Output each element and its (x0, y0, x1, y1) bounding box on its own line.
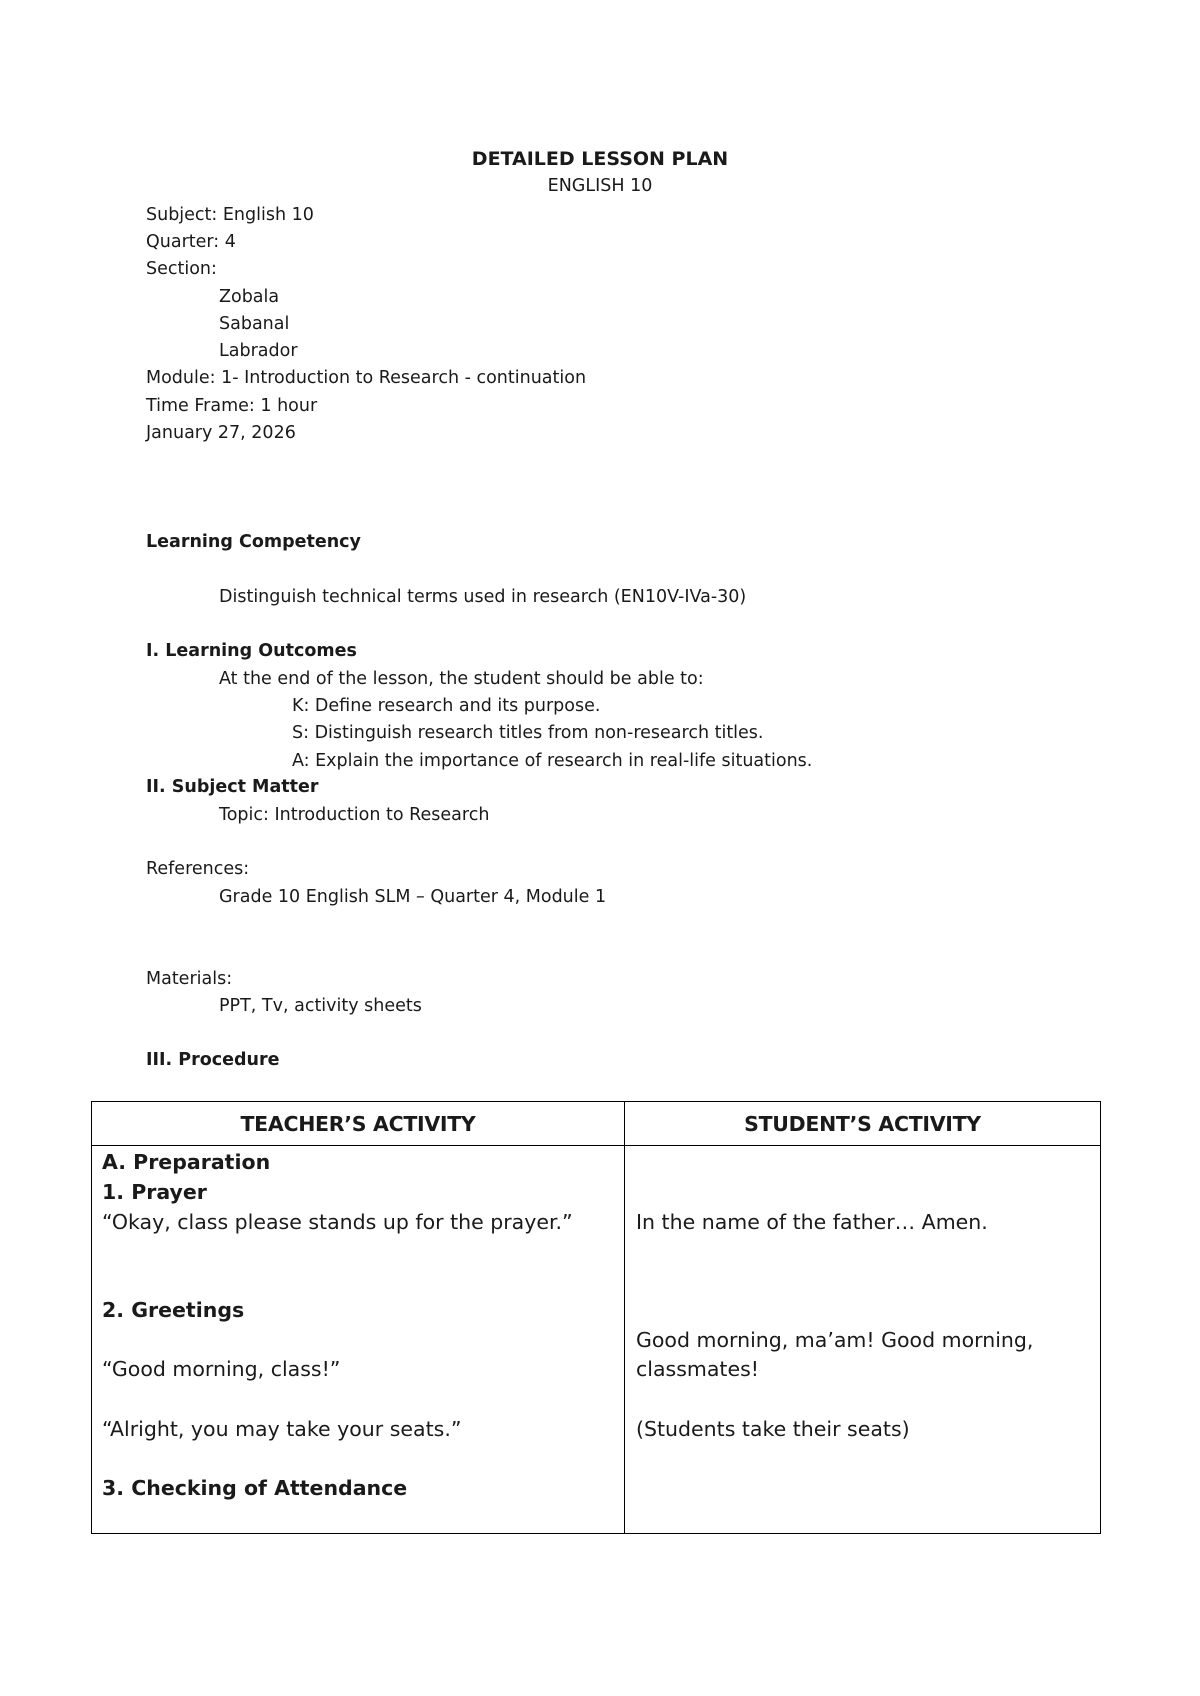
outcome-item-skill: S: Distinguish research titles from non-research titles. (292, 723, 764, 743)
teacher-activity-header: TEACHER’S ACTIVITY (92, 1102, 625, 1146)
seats-response: (Students take their seats) (636, 1417, 910, 1441)
time-frame-line: Time Frame: 1 hour (146, 396, 318, 416)
prayer-text: “Okay, class please stands up for the prayer.” (102, 1210, 573, 1234)
greeting-response-line1: Good morning, ma’am! Good morning, (636, 1328, 1034, 1352)
materials-item: PPT, Tv, activity sheets (219, 996, 422, 1016)
outcome-item-attitude: A: Explain the importance of research in real-life situations. (292, 751, 813, 771)
document-title: DETAILED LESSON PLAN (471, 148, 729, 170)
student-activity-cell (625, 1146, 1101, 1534)
learning-competency-heading: Learning Competency (146, 532, 361, 552)
section-item: Labrador (219, 341, 298, 361)
reference-item: Grade 10 English SLM – Quarter 4, Module 1 (219, 887, 607, 907)
prayer-response: In the name of the father… Amen. (636, 1210, 988, 1234)
module-line: Module: 1- Introduction to Research - continuation (146, 368, 587, 388)
teacher-activity-cell (92, 1146, 625, 1534)
date-line: January 27, 2026 (146, 423, 296, 443)
greeting-response-line2: classmates! (636, 1357, 759, 1381)
learning-competency-text: Distinguish technical terms used in research (EN10V-IVa-30) (219, 587, 747, 607)
document-subtitle: ENGLISH 10 (547, 176, 653, 196)
learning-outcomes-heading: I. Learning Outcomes (146, 641, 357, 661)
table-row (92, 1146, 1101, 1534)
table-header-row (92, 1102, 1101, 1146)
greetings-heading: 2. Greetings (102, 1298, 245, 1322)
materials-label: Materials: (146, 969, 233, 989)
procedure-heading: III. Procedure (146, 1050, 280, 1070)
student-activity-header: STUDENT’S ACTIVITY (625, 1102, 1101, 1146)
preparation-heading: A. Preparation (102, 1150, 271, 1174)
learning-outcomes-intro: At the end of the lesson, the student should be able to: (219, 669, 704, 689)
section-item: Zobala (219, 287, 280, 307)
section-label: Section: (146, 259, 217, 279)
prayer-heading: 1. Prayer (102, 1180, 207, 1204)
quarter-line: Quarter: 4 (146, 232, 236, 252)
seats-text: “Alright, you may take your seats.” (102, 1417, 462, 1441)
subject-matter-heading: II. Subject Matter (146, 777, 319, 797)
topic-line: Topic: Introduction to Research (219, 805, 490, 825)
section-item: Sabanal (219, 314, 290, 334)
procedure-table (91, 1101, 1101, 1534)
references-label: References: (146, 859, 250, 879)
greeting-text: “Good morning, class!” (102, 1357, 341, 1381)
subject-line: Subject: English 10 (146, 205, 314, 225)
outcome-item-knowledge: K: Define research and its purpose. (292, 696, 601, 716)
attendance-heading: 3. Checking of Attendance (102, 1476, 408, 1500)
